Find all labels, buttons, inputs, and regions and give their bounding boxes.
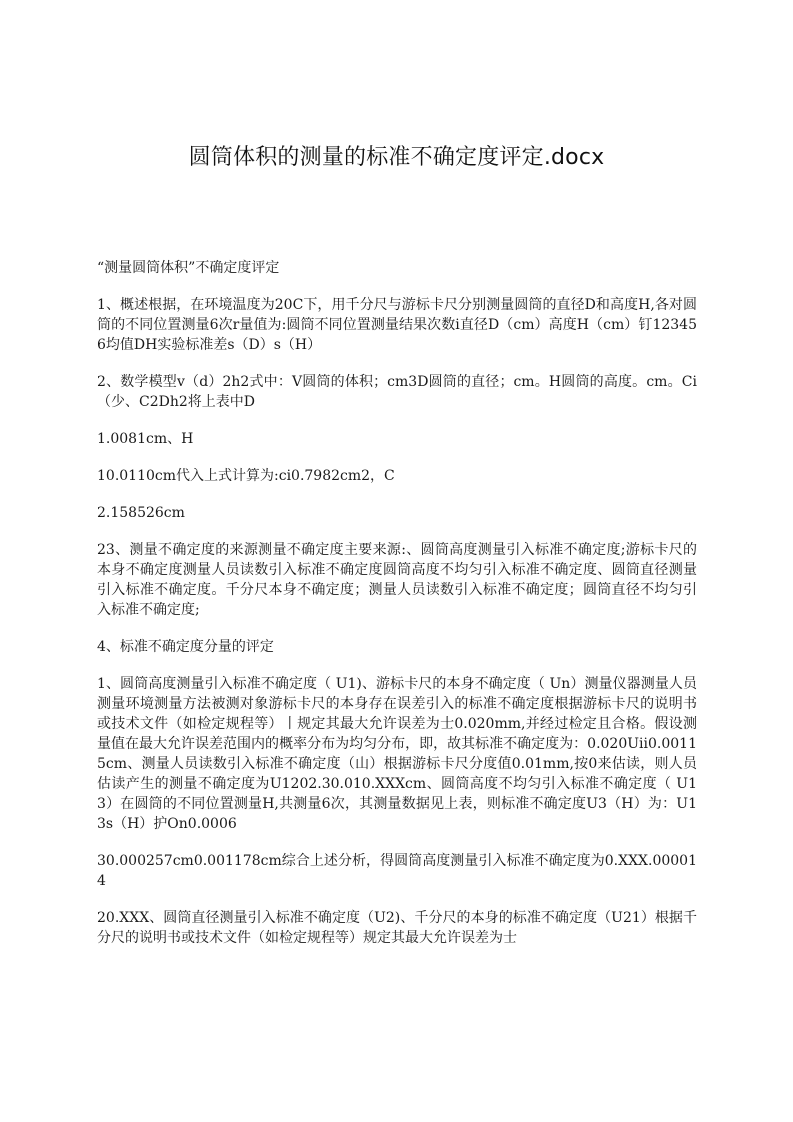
- paragraph-height-uncertainty: 1、圆筒高度测量引入标准不确定度（ U1)、游标卡尺的本身不确定度（ Un）测量仪器测量人员测量环境测量方法被测对象游标卡尺的本身存在误差引入的标准不确定度根据游标卡尺的说明书或技术文件（如检定规程等）丨规定其最大允许误差为士0.020mm,并经过检定且合格。假设测量值在最大允许误差范围内的概率分布为均匀分布，即，故其标准不确定度为：0.020Uii0.00115cm、测量人员读数引入标准不确定度（山）根据游标卡尺分度值0.01mm,按0来估读，则人员估读产生的测量不确定度为U1202.30.010.XXXcm、圆筒高度不均匀引入标准不确定度（ U13）在圆筒的不同位置测量H,共测量6次，其测量数据见上表，则标准不确定度U3（H）为：U13s（H）护On0.0006: [97, 676, 697, 832]
- paragraph-value-h: 10.0110cm代入上式计算为:ci0.7982cm2，C: [97, 468, 395, 484]
- document-title: 圆筒体积的测量的标准不确定度评定.docx: [188, 145, 605, 170]
- paragraph-value-d: 1.0081cm、H: [97, 431, 194, 447]
- paragraph-math-model: 2、数学模型v（d）2h2式中：V圆筒的体积；cm3D圆筒的直径；cm。H圆筒的高度。cm。Ci（少、C2Dh2将上表中D: [97, 374, 697, 410]
- paragraph-overview: 1、概述根据，在环境温度为20C下，用千分尺与游标卡尺分别测量圆筒的直径D和高度H,各对圆筒的不同位置测量6次r量值为:圆筒不同位置测量结果次数i直径D（cm）高度H（cm）钉123456均值DH实验标准差s（D）s（H）: [97, 297, 697, 353]
- document-body: [97, 258, 697, 965]
- paragraph-height-combined: 30.000257cm0.001178cm综合上述分析，得圆筒高度测量引入标准不确定度为0.XXX.000014: [97, 853, 697, 889]
- paragraph-value-c: 2.158526cm: [97, 505, 185, 521]
- paragraph-diameter-uncertainty: 20.XXX、圆筒直径测量引入标准不确定度（U2)、千分尺的本身的标准不确定度（U21）根据千分尺的说明书或技术文件（如检定规程等）规定其最大允许误差为士: [97, 910, 697, 946]
- paragraph-sources: 23、测量不确定度的来源测量不确定度主要来源:、圆筒高度测量引入标准不确定度;游标卡尺的本身不确定度测量人员读数引入标准不确定度圆筒高度不均匀引入标准不确定度、圆筒直径测量引入标准不确定度。千分尺本身不确定度；测量人员读数引入标准不确定度；圆筒直径不均匀引入标准不确定度;: [97, 542, 697, 618]
- paragraph-section-4: 4、标准不确定度分量的评定: [97, 639, 274, 655]
- paragraph-heading: “测量圆筒体积”不确定度评定: [97, 260, 280, 276]
